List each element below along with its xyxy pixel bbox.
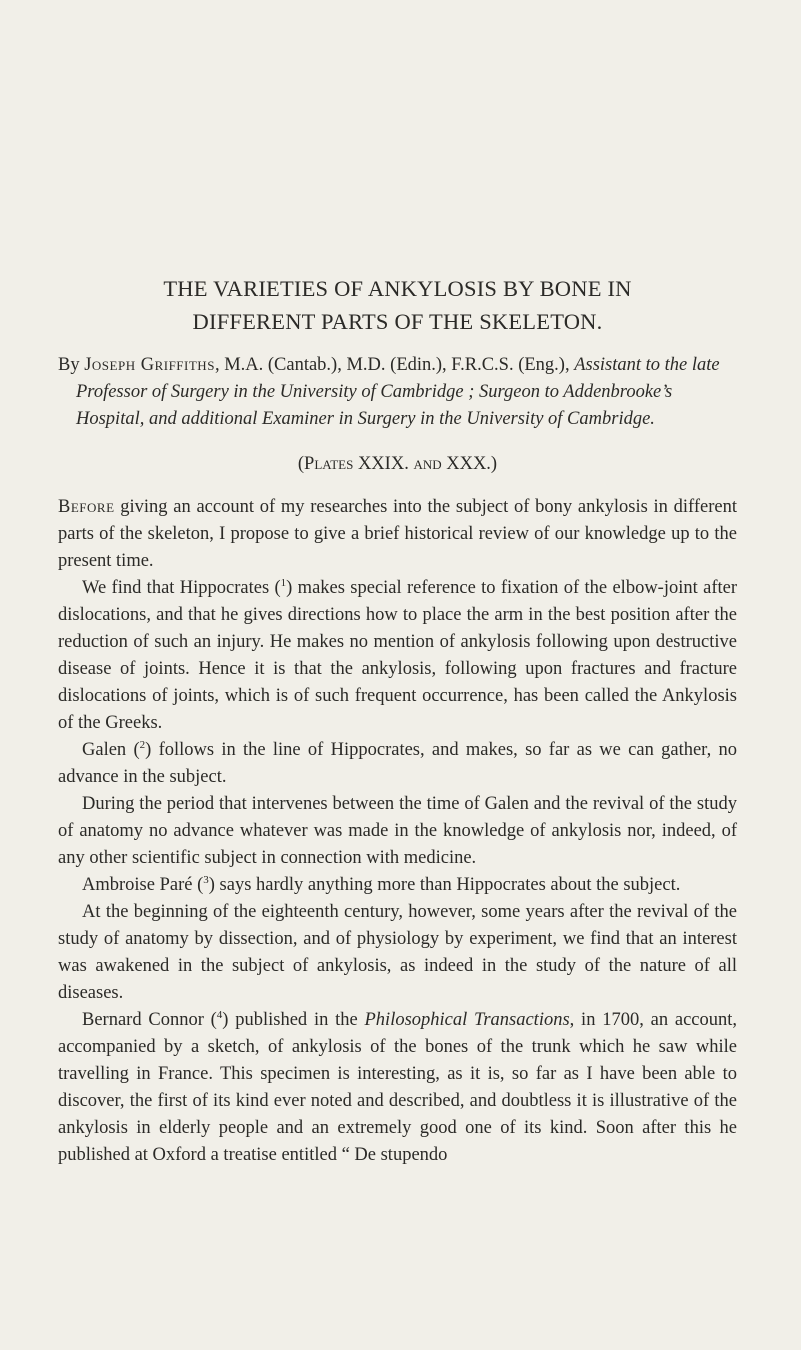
paragraph-5 xyxy=(58,872,737,899)
paragraph-3 xyxy=(58,737,737,791)
paragraph-1-text: giving an account of my researches into the subject of bony ankylosis in different parts of the skeleton, I propose to give a brief historical review of our knowledge up to the present time. xyxy=(58,497,737,571)
paragraph-7-text-b: ) published in the xyxy=(222,1010,365,1030)
footnote-ref-4: 4 xyxy=(216,1008,223,1021)
paragraph-2-text-b: ) makes special reference to fixation of the elbow-joint after dislocations, and that he gives directions how to place the arm in the best position after the reduction of such an injury. He makes no mention of ankylosis following upon destructive disease of joints. Hence it is that the ankylosis, following upon fractures and fracture dislocations of joints, which is of such frequent occurrence, has been called the Ankylosis of the Greeks. xyxy=(58,578,737,733)
paragraph-7 xyxy=(58,1007,737,1169)
journal-title: Philosophical Transactions xyxy=(364,1010,570,1030)
paragraph-2-text-a: We find that Hippocrates ( xyxy=(82,578,281,598)
paragraph-4: During the period that intervenes between the time of Galen and the revival of the study of anatomy no advance whatever was made in the knowledge of ankylosis nor, indeed, of any other scientific subject in connection with medicine. xyxy=(58,794,737,868)
plates-reference: (Plates XXIX. and XXX.) xyxy=(297,454,498,474)
footnote-ref-3: 3 xyxy=(203,873,209,886)
article-body xyxy=(58,494,737,1169)
author-byline xyxy=(58,352,737,433)
paragraph-5-text-a: Ambroise Paré ( xyxy=(82,875,204,895)
author-credentials: , M.A. (Cantab.), M.D. (Edin.), F.R.C.S. (Eng.), xyxy=(214,355,570,375)
footnote-ref-2: 2 xyxy=(139,738,146,751)
paragraph-1 xyxy=(58,494,737,575)
author-roles: Assistant to the late Professor of Surgery in the University of Cambridge ; Surgeon to Addenbrooke’s Hospital, and additional Examiner in Surgery in the University of Cambridge. xyxy=(76,355,720,429)
paragraph-7-text-a: Bernard Connor ( xyxy=(82,1010,217,1030)
article-title xyxy=(58,272,737,338)
paragraph-3-text-b: ) follows in the line of Hippocrates, and makes, so far as we can gather, no advance in the subject. xyxy=(58,740,737,787)
author-name: Joseph Griffiths xyxy=(84,355,215,375)
title-line-1: THE VARIETIES OF ANKYLOSIS BY BONE IN xyxy=(163,276,632,301)
title-line-2: DIFFERENT PARTS OF THE SKELETON. xyxy=(192,309,603,334)
paragraph-2 xyxy=(58,575,737,737)
paragraph-7-text-c: , in 1700, an account, accompanied by a sketch, of ankylosis of the bones of the trunk which he saw while travelling in France. This specimen is interesting, as it is, so far as I have been able to discover, the first of its kind ever noted and described, and doubtless it is illustrative of the ankylosis in elderly people and an extremely good one of its kind. Soon after this he published at Oxford a treatise entitled “ De stupendo xyxy=(58,1010,738,1165)
paragraph-5-text-b: ) says hardly anything more than Hippocrates about the subject. xyxy=(208,875,681,895)
footnote-ref-1: 1 xyxy=(280,576,287,589)
byline-by: By xyxy=(58,355,80,375)
paragraph-lead-word: Before xyxy=(58,497,115,517)
paragraph-3-text-a: Galen ( xyxy=(82,740,140,760)
paragraph-6: At the beginning of the eighteenth century, however, some years after the revival of the study of anatomy by dissection, and of physiology by experiment, we find that an interest was awakened in the subject of ankylosis, as indeed in the study of the nature of all diseases. xyxy=(58,902,737,1003)
